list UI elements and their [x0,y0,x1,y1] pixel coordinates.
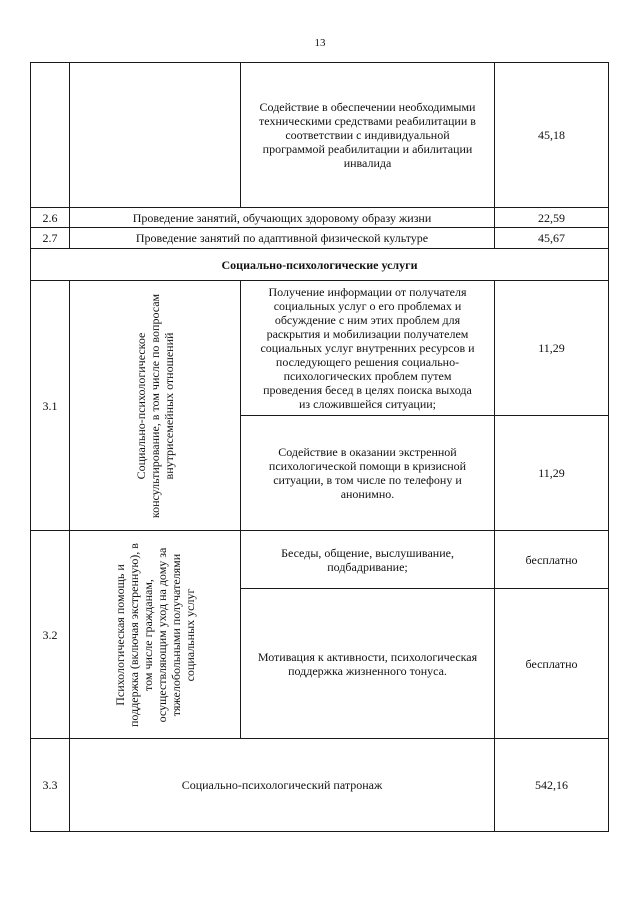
section-title: Социально-психологические услуги [31,249,609,281]
description-line: ситуации, в том числе по телефону и [273,473,462,487]
table-row [31,739,609,832]
description-line: раскрытия и мобилизации получателем [266,327,469,341]
service-description-cell: Проведение занятий по адаптивной физической культуре [70,228,495,249]
description-line: Мотивация к активности, психологическая [257,649,478,664]
description-line: Получение информации от получателя [268,285,467,299]
service-name-line: том числе гражданам, [141,578,155,691]
service-description-cell [241,281,495,416]
description-line: обсуждение с ним этих проблем для [274,313,461,327]
service-description-cell [241,589,495,739]
description-line: программой реабилитации и абилитации [262,142,473,156]
service-name-cell [70,63,241,208]
tariff-table [30,62,609,832]
table-row [31,63,609,208]
row-number-cell: 3.2 [31,531,70,739]
row-number-cell: 2.6 [31,208,70,228]
description-line: Содействие в оказании экстренной [278,445,457,459]
price-cell: бесплатно [495,589,609,739]
row-number-cell: 2.7 [31,228,70,249]
service-name-line: Социально-психологическое [134,332,148,479]
price-cell: 22,59 [495,208,609,228]
section-header-row [31,249,609,281]
description-line: поддержка жизненного тонуса. [288,663,447,678]
service-name-line: социальных услуг [183,588,197,681]
description-line: Содействие в обеспечении необходимыми [259,100,476,114]
description-line: последующего решения социально- [275,355,460,369]
description-line: из сложившейся ситуации; [299,397,436,411]
service-name-line: консультирование, в том числе по вопросам [148,293,162,518]
service-name-line: осуществляющим уход на дому за [155,547,169,722]
description-line: социальных услуг внутренних ресурсов и [260,341,475,355]
description-line: психологической помощи в кризисной [268,459,467,473]
description-line: анонимно. [340,487,395,501]
price-cell: бесплатно [495,531,609,589]
row-number-cell: 3.3 [31,739,70,832]
description-line: техническими средствами реабилитации в [259,114,476,128]
table-row [31,228,609,249]
description-line: соответствии с индивидуальной [285,128,450,142]
service-name-line: внутрисемейных отношений [162,332,176,479]
service-description-cell [241,416,495,531]
service-name-line: тяжелобольными получателями [169,553,183,716]
description-line: Беседы, общение, выслушивание, [281,545,454,560]
table-row [31,281,609,416]
service-description-cell: Социально-психологический патронаж [70,739,495,832]
page-number: 13 [314,37,326,49]
row-number-cell: 3.1 [31,281,70,531]
service-name-line: Психологическая помощь и [113,563,127,706]
service-description-cell: Проведение занятий, обучающих здоровому образу жизни [70,208,495,228]
service-description-cell [241,63,495,208]
price-cell: 45,67 [495,228,609,249]
price-cell: 11,29 [495,281,609,416]
price-cell: 542,16 [495,739,609,832]
price-cell: 45,18 [495,63,609,208]
description-line: проведения бесед в целях поиска выхода [263,383,472,397]
description-line: психологических проблем путем [283,369,452,383]
service-description-cell [241,531,495,589]
table-row [31,208,609,228]
table-row [31,531,609,589]
service-name-cell [70,531,241,739]
description-line: подбадривание; [327,559,408,574]
service-name-line: поддержка (включая экстренную), в [127,542,141,727]
service-name-cell [70,281,241,531]
row-number-cell [31,63,70,208]
description-line: инвалида [343,156,392,170]
price-cell: 11,29 [495,416,609,531]
description-line: социальных услуг о его проблемах и [273,299,462,313]
